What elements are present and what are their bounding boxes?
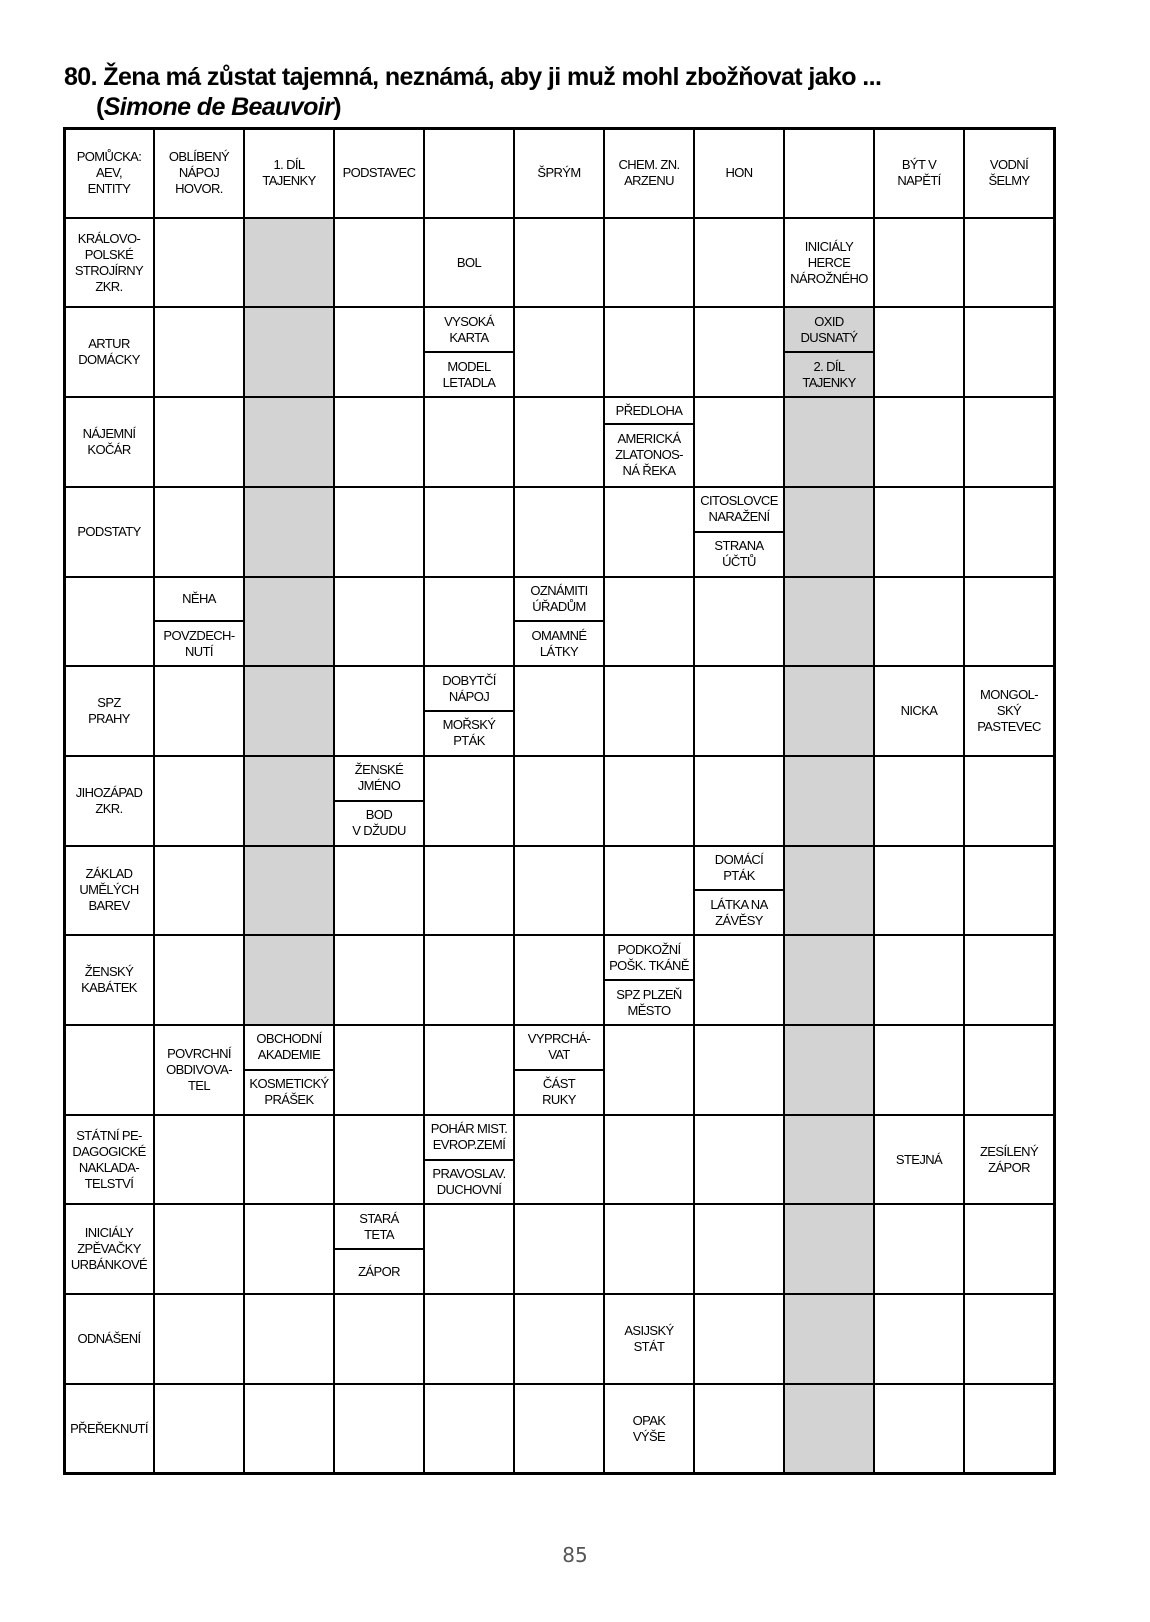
answer-cell[interactable] <box>784 397 874 487</box>
answer-cell[interactable] <box>154 397 244 487</box>
clue-cell: ZÁPOR <box>358 1263 400 1279</box>
answer-cell[interactable] <box>964 756 1054 846</box>
answer-cell[interactable] <box>334 1384 424 1474</box>
answer-cell[interactable] <box>694 1115 784 1205</box>
clue-cell: HON <box>725 164 753 180</box>
title-paren-close: ) <box>333 93 342 121</box>
answer-cell[interactable] <box>334 666 424 756</box>
clue-cell: ŽENSKÉ JMÉNO <box>354 762 404 794</box>
answer-cell[interactable] <box>694 218 784 308</box>
title-author: Simone de Beauvoir <box>103 93 334 121</box>
answer-cell[interactable] <box>874 756 964 846</box>
grid-line-horizontal <box>63 1383 1055 1385</box>
answer-cell[interactable] <box>334 577 424 667</box>
answer-cell[interactable] <box>514 666 604 756</box>
grid-line-horizontal <box>63 396 1055 398</box>
answer-cell[interactable] <box>514 1115 604 1205</box>
grid-line-vertical <box>423 127 425 1475</box>
clue-cell: ARTUR DOMÁCKY <box>78 336 140 368</box>
grid-line-vertical <box>513 127 515 1475</box>
clue-cell: STRANA ÚČTŮ <box>714 538 764 570</box>
clue-cell: CITOSLOVCE NARAŽENÍ <box>700 493 778 525</box>
answer-cell[interactable] <box>424 1204 514 1294</box>
answer-cell[interactable] <box>964 397 1054 487</box>
answer-cell[interactable] <box>784 128 874 218</box>
answer-cell[interactable] <box>964 1384 1054 1474</box>
answer-cell[interactable] <box>694 577 784 667</box>
answer-cell[interactable] <box>154 666 244 756</box>
answer-cell[interactable] <box>964 218 1054 308</box>
clue-cell: STARÁ TETA <box>359 1210 399 1242</box>
answer-cell[interactable] <box>694 307 784 397</box>
answer-cell[interactable] <box>244 935 334 1025</box>
answer-cell[interactable] <box>64 1025 154 1115</box>
answer-cell[interactable] <box>694 1384 784 1474</box>
clue-cell: SPZ PRAHY <box>88 695 130 727</box>
title-line-1: 80. Žena má zůstat tajemná, neznámá, aby ji muž mohl zbožňovat jako ... <box>64 63 882 91</box>
answer-cell[interactable] <box>784 1115 874 1205</box>
answer-cell[interactable] <box>784 1384 874 1474</box>
clue-cell: DOBYTČÍ NÁPOJ <box>442 672 496 704</box>
answer-cell[interactable] <box>244 666 334 756</box>
answer-cell[interactable] <box>874 1025 964 1115</box>
answer-cell[interactable] <box>964 1025 1054 1115</box>
answer-cell[interactable] <box>874 935 964 1025</box>
answer-cell[interactable] <box>514 487 604 577</box>
clue-cell: VYPRCHÁ- VAT <box>527 1031 591 1063</box>
grid-line-vertical <box>243 127 245 1475</box>
answer-cell[interactable] <box>604 487 694 577</box>
answer-cell[interactable] <box>784 1294 874 1384</box>
answer-cell[interactable] <box>604 1025 694 1115</box>
answer-cell[interactable] <box>334 846 424 936</box>
answer-cell[interactable] <box>334 397 424 487</box>
answer-cell[interactable] <box>514 1384 604 1474</box>
clue-cell: BOL <box>456 254 482 270</box>
answer-cell[interactable] <box>514 307 604 397</box>
clue-cell: VYSOKÁ KARTA <box>444 313 494 345</box>
grid-line-vertical <box>963 127 965 1475</box>
grid-line-horizontal <box>63 1203 1055 1205</box>
answer-cell[interactable] <box>694 1025 784 1115</box>
clue-cell: POHÁR MIST. EVROP.ZEMÍ <box>430 1121 508 1153</box>
answer-cell[interactable] <box>424 397 514 487</box>
answer-cell[interactable] <box>424 935 514 1025</box>
answer-cell[interactable] <box>424 487 514 577</box>
clue-cell: ZESÍLENÝ ZÁPOR <box>979 1143 1039 1175</box>
grid-line-horizontal <box>63 486 1055 488</box>
answer-cell[interactable] <box>424 577 514 667</box>
answer-cell[interactable] <box>244 1384 334 1474</box>
grid-line-vertical <box>333 127 335 1475</box>
clue-cell: BÝT V NAPĚTÍ <box>897 156 941 188</box>
grid-line-horizontal <box>63 576 1055 578</box>
answer-cell[interactable] <box>694 1294 784 1384</box>
answer-cell[interactable] <box>334 1294 424 1384</box>
answer-cell[interactable] <box>154 935 244 1025</box>
answer-cell[interactable] <box>514 218 604 308</box>
clue-cell: OZNÁMITI ÚŘADŮM <box>530 582 588 614</box>
answer-cell[interactable] <box>154 487 244 577</box>
answer-cell[interactable] <box>334 1115 424 1205</box>
answer-cell[interactable] <box>334 218 424 308</box>
answer-cell[interactable] <box>604 1204 694 1294</box>
grid-line-horizontal <box>63 1293 1055 1295</box>
grid-line-horizontal <box>63 1024 1055 1026</box>
grid-line-vertical <box>693 127 695 1475</box>
answer-cell[interactable] <box>514 756 604 846</box>
answer-cell[interactable] <box>964 307 1054 397</box>
answer-cell[interactable] <box>244 1115 334 1205</box>
answer-cell[interactable] <box>154 756 244 846</box>
answer-cell[interactable] <box>964 1294 1054 1384</box>
answer-cell[interactable] <box>874 1294 964 1384</box>
clue-cell: ODNÁŠENÍ <box>77 1330 141 1346</box>
grid-line-horizontal <box>63 1472 1055 1475</box>
grid-line-horizontal <box>63 845 1055 847</box>
answer-cell[interactable] <box>154 846 244 936</box>
clue-cell: NICKA <box>900 703 938 719</box>
clue-cell: PRAVOSLAV. DUCHOVNÍ <box>432 1165 506 1197</box>
answer-cell[interactable] <box>334 487 424 577</box>
clue-cell: CHEM. ZN. ARZENU <box>618 156 680 188</box>
answer-cell[interactable] <box>154 1204 244 1294</box>
answer-cell[interactable] <box>244 218 334 308</box>
answer-cell[interactable] <box>244 487 334 577</box>
clue-cell: JIHOZÁPAD ZKR. <box>75 784 143 816</box>
clue-cell: AMERICKÁ ZLATONOS- NÁ ŘEKA <box>615 431 683 479</box>
clue-cell: POVZDECH- NUTÍ <box>163 627 235 659</box>
answer-cell[interactable] <box>244 307 334 397</box>
clue-cell: MOŘSKÝ PTÁK <box>442 717 496 749</box>
answer-cell[interactable] <box>244 846 334 936</box>
clue-cell: PŘEŘEKNUTÍ <box>70 1420 148 1436</box>
page-number: 85 <box>562 1543 588 1567</box>
answer-cell[interactable] <box>784 577 874 667</box>
clue-cell: ŽENSKÝ KABÁTEK <box>81 964 137 996</box>
clue-cell: PŘEDLOHA <box>615 402 683 418</box>
answer-cell[interactable] <box>424 128 514 218</box>
answer-cell[interactable] <box>154 1294 244 1384</box>
answer-cell[interactable] <box>694 935 784 1025</box>
answer-cell[interactable] <box>424 1384 514 1474</box>
answer-cell[interactable] <box>874 577 964 667</box>
grid-line-vertical <box>603 127 605 1475</box>
answer-cell[interactable] <box>604 577 694 667</box>
grid-line-vertical <box>783 127 785 1475</box>
answer-cell[interactable] <box>604 307 694 397</box>
clue-cell: NĚHA <box>182 590 216 606</box>
answer-cell[interactable] <box>964 935 1054 1025</box>
answer-cell[interactable] <box>694 756 784 846</box>
answer-cell[interactable] <box>694 666 784 756</box>
answer-cell[interactable] <box>334 1025 424 1115</box>
answer-cell[interactable] <box>784 935 874 1025</box>
clue-cell: KRÁLOVO- POLSKÉ STROJÍRNY ZKR. <box>74 230 144 294</box>
answer-cell[interactable] <box>514 846 604 936</box>
answer-cell[interactable] <box>874 397 964 487</box>
clue-cell: 2. DÍL TAJENKY <box>802 358 856 390</box>
answer-cell[interactable] <box>604 218 694 308</box>
clue-cell: POMŮCKA: AEV, ENTITY <box>76 148 142 196</box>
clue-cell: STÁTNÍ PE- DAGOGICKÉ NAKLADA- TELSTVÍ <box>72 1127 146 1191</box>
answer-cell[interactable] <box>514 935 604 1025</box>
answer-cell[interactable] <box>784 487 874 577</box>
grid-line-horizontal <box>63 665 1055 667</box>
grid-line-horizontal <box>63 306 1055 308</box>
answer-cell[interactable] <box>334 307 424 397</box>
answer-cell[interactable] <box>64 577 154 667</box>
clue-cell: OMAMNÉ LÁTKY <box>531 627 587 659</box>
clue-cell: INICIÁLY ZPĚVAČKY URBÁNKOVÉ <box>70 1225 148 1273</box>
answer-cell[interactable] <box>964 846 1054 936</box>
answer-cell[interactable] <box>784 1204 874 1294</box>
grid-line-vertical <box>153 127 155 1475</box>
clue-cell: OXID DUSNATÝ <box>800 313 858 345</box>
answer-cell[interactable] <box>244 397 334 487</box>
clue-cell: OPAK VÝŠE <box>632 1412 666 1444</box>
clue-cell: STEJNÁ <box>895 1151 943 1167</box>
clue-cell: BOD V DŽUDU <box>352 807 406 839</box>
answer-cell[interactable] <box>964 1204 1054 1294</box>
grid-line-horizontal <box>63 217 1055 219</box>
answer-cell[interactable] <box>244 1204 334 1294</box>
clue-cell: DOMÁCÍ PTÁK <box>714 852 764 884</box>
clue-cell: PODKOŽNÍ POŠK. TKÁNĚ <box>609 941 689 973</box>
clue-cell: ŠPRÝM <box>537 164 581 180</box>
answer-cell[interactable] <box>604 846 694 936</box>
grid-line-vertical <box>873 127 875 1475</box>
answer-cell[interactable] <box>874 1204 964 1294</box>
answer-cell[interactable] <box>244 756 334 846</box>
clue-cell: POVRCHNÍ OBDIVOVA- TEL <box>166 1045 232 1093</box>
grid-line-horizontal <box>63 127 1055 130</box>
clue-cell: OBLÍBENÝ NÁPOJ HOVOR. <box>168 148 230 196</box>
clue-cell: KOSMETICKÝ PRÁŠEK <box>249 1076 329 1108</box>
answer-cell[interactable] <box>874 218 964 308</box>
answer-cell[interactable] <box>424 846 514 936</box>
answer-cell[interactable] <box>424 1025 514 1115</box>
clue-cell: PODSTAVEC <box>342 164 416 180</box>
answer-cell[interactable] <box>964 577 1054 667</box>
clue-cell: INICIÁLY HERCE NÁROŽNÉHO <box>790 238 868 286</box>
clue-cell: MODEL LETADLA <box>442 358 496 390</box>
answer-cell[interactable] <box>694 397 784 487</box>
clue-cell: SPZ PLZEŇ MĚSTO <box>616 986 682 1018</box>
clue-cell: ASIJSKÝ STÁT <box>624 1322 674 1354</box>
answer-cell[interactable] <box>244 1294 334 1384</box>
answer-cell[interactable] <box>874 307 964 397</box>
answer-cell[interactable] <box>874 487 964 577</box>
answer-cell[interactable] <box>514 1204 604 1294</box>
answer-cell[interactable] <box>514 397 604 487</box>
clue-cell: VODNÍ ŠELMY <box>988 156 1030 188</box>
clue-cell: MONGOL- SKÝ PASTEVEC <box>977 687 1041 735</box>
answer-cell[interactable] <box>874 846 964 936</box>
answer-cell[interactable] <box>604 756 694 846</box>
clue-cell: LÁTKA NA ZÁVĚSY <box>710 896 768 928</box>
answer-cell[interactable] <box>784 1025 874 1115</box>
clue-cell: 1. DÍL TAJENKY <box>262 156 316 188</box>
answer-cell[interactable] <box>154 1384 244 1474</box>
clue-cell: PODSTATY <box>77 523 141 539</box>
answer-cell[interactable] <box>784 846 874 936</box>
answer-cell[interactable] <box>244 577 334 667</box>
title-paren-open: ( <box>96 93 104 121</box>
grid-line-vertical <box>1053 127 1056 1475</box>
answer-cell[interactable] <box>424 756 514 846</box>
answer-cell[interactable] <box>154 1115 244 1205</box>
answer-cell[interactable] <box>154 307 244 397</box>
grid-line-horizontal <box>63 934 1055 936</box>
clue-cell: ZÁKLAD UMĚLÝCH BAREV <box>79 866 139 914</box>
grid-line-horizontal <box>63 755 1055 757</box>
answer-cell[interactable] <box>604 1115 694 1205</box>
clue-cell: ČÁST RUKY <box>542 1076 576 1108</box>
answer-cell[interactable] <box>514 1294 604 1384</box>
grid-line-vertical <box>63 127 66 1475</box>
answer-cell[interactable] <box>334 935 424 1025</box>
answer-cell[interactable] <box>424 1294 514 1384</box>
answer-cell[interactable] <box>154 218 244 308</box>
answer-cell[interactable] <box>784 666 874 756</box>
answer-cell[interactable] <box>784 756 874 846</box>
answer-cell[interactable] <box>604 666 694 756</box>
answer-cell[interactable] <box>694 1204 784 1294</box>
answer-cell[interactable] <box>874 1384 964 1474</box>
clue-cell: OBCHODNÍ AKADEMIE <box>256 1031 322 1063</box>
answer-cell[interactable] <box>964 487 1054 577</box>
clue-cell: NÁJEMNÍ KOČÁR <box>82 425 136 457</box>
grid-line-horizontal <box>63 1114 1055 1116</box>
